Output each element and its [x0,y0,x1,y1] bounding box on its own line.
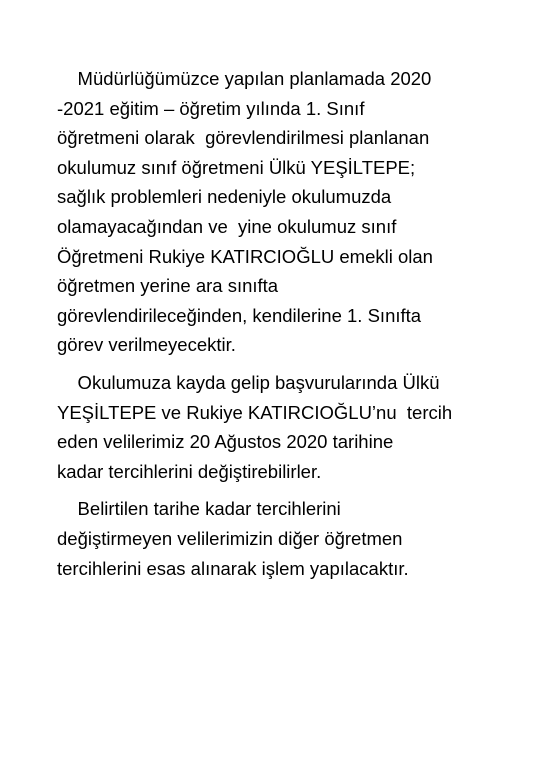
text-line: tercihlerini esas alınarak işlem yapılacaktır. [57,557,409,579]
paragraph-3 [57,494,497,583]
text-line: Okulumuza kayda gelip başvurularında Ülkü [57,371,440,393]
text-line: öğretmeni olarak görevlendirilmesi planlanan [57,127,430,149]
text-line: Müdürlüğümüzce yapılan planlamada 2020 [57,68,432,89]
text-line: öğretmen yerine ara sınıfta [57,275,279,297]
text-line: eden velilerimiz 20 Ağustos 2020 tarihine [57,431,394,453]
paragraph-2 [57,368,497,486]
text-line: sağlık problemleri nedeniyle okulumuzda [57,186,392,208]
text-line: kadar tercihlerini değiştirebilirler. [57,460,322,482]
text-line: görev verilmeyecektir. [57,334,236,356]
text-line: değiştirmeyen velilerimizin diğer öğretmen [57,527,403,549]
text-line: -2021 eğitim – öğretim yılında 1. Sınıf [57,97,365,119]
text-line: görevlendirileceğinden, kendilerine 1. Sınıfta [57,304,422,326]
text-line: Belirtilen tarihe kadar tercihlerini [57,498,341,520]
text-line: YEŞİLTEPE ve Rukiye KATIRCIOĞLU’nu tercih [57,401,453,423]
text-line: Öğretmeni Rukiye KATIRCIOĞLU emekli olan [57,245,433,267]
text-line: okulumuz sınıf öğretmeni Ülkü YEŞİLTEPE; [57,156,416,178]
text-line: olamayacağından ve yine okulumuz sınıf [57,215,397,237]
paragraph-1 [57,64,497,360]
announcement-text [57,64,497,583]
